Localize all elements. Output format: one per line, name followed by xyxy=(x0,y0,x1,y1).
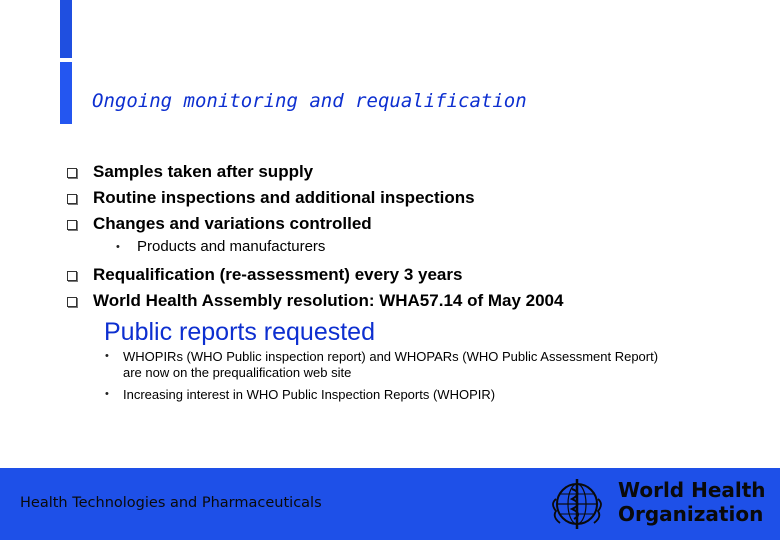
who-logo-line1: World Health xyxy=(618,478,766,502)
bullet-item: Samples taken after supply xyxy=(93,162,314,181)
checkbox-bullet-icon xyxy=(67,194,77,204)
checkbox-bullet-icon xyxy=(67,168,77,178)
accent-bar-bottom xyxy=(60,62,72,124)
who-logo-text xyxy=(618,478,766,526)
sub-bullet-dot-icon: • xyxy=(105,388,109,400)
bullet-item: Routine inspections and additional inspections xyxy=(93,188,475,207)
footer-text: Health Technologies and Pharmaceuticals xyxy=(20,495,322,511)
checkbox-bullet-icon xyxy=(67,220,77,230)
report-point: Increasing interest in WHO Public Inspection Reports (WHOPIR) xyxy=(123,387,496,402)
checkbox-bullet-icon xyxy=(67,297,77,307)
bullet-item: Requalification (re-assessment) every 3 years xyxy=(93,265,463,284)
sub-bullet-item: Products and manufacturers xyxy=(137,238,326,255)
slide-title: Ongoing monitoring and requalification xyxy=(92,90,527,112)
checkbox-bullet-icon xyxy=(67,271,77,281)
bullet-item: World Health Assembly resolution: WHA57.14 of May 2004 xyxy=(93,291,564,310)
sub-bullet-dot-icon: • xyxy=(116,241,120,253)
public-reports-heading: Public reports requested xyxy=(104,318,375,346)
footer-bar xyxy=(0,468,780,540)
report-point: WHOPIRs (WHO Public inspection report) and WHOPARs (WHO Public Assessment Report) are now on the prequalification web site xyxy=(123,349,659,380)
bullet-item: Changes and variations controlled xyxy=(93,214,372,233)
who-emblem-icon xyxy=(546,473,608,535)
accent-bar-top xyxy=(60,0,72,58)
sub-bullet-dot-icon: • xyxy=(105,350,109,362)
who-logo-line2: Organization xyxy=(618,502,764,526)
